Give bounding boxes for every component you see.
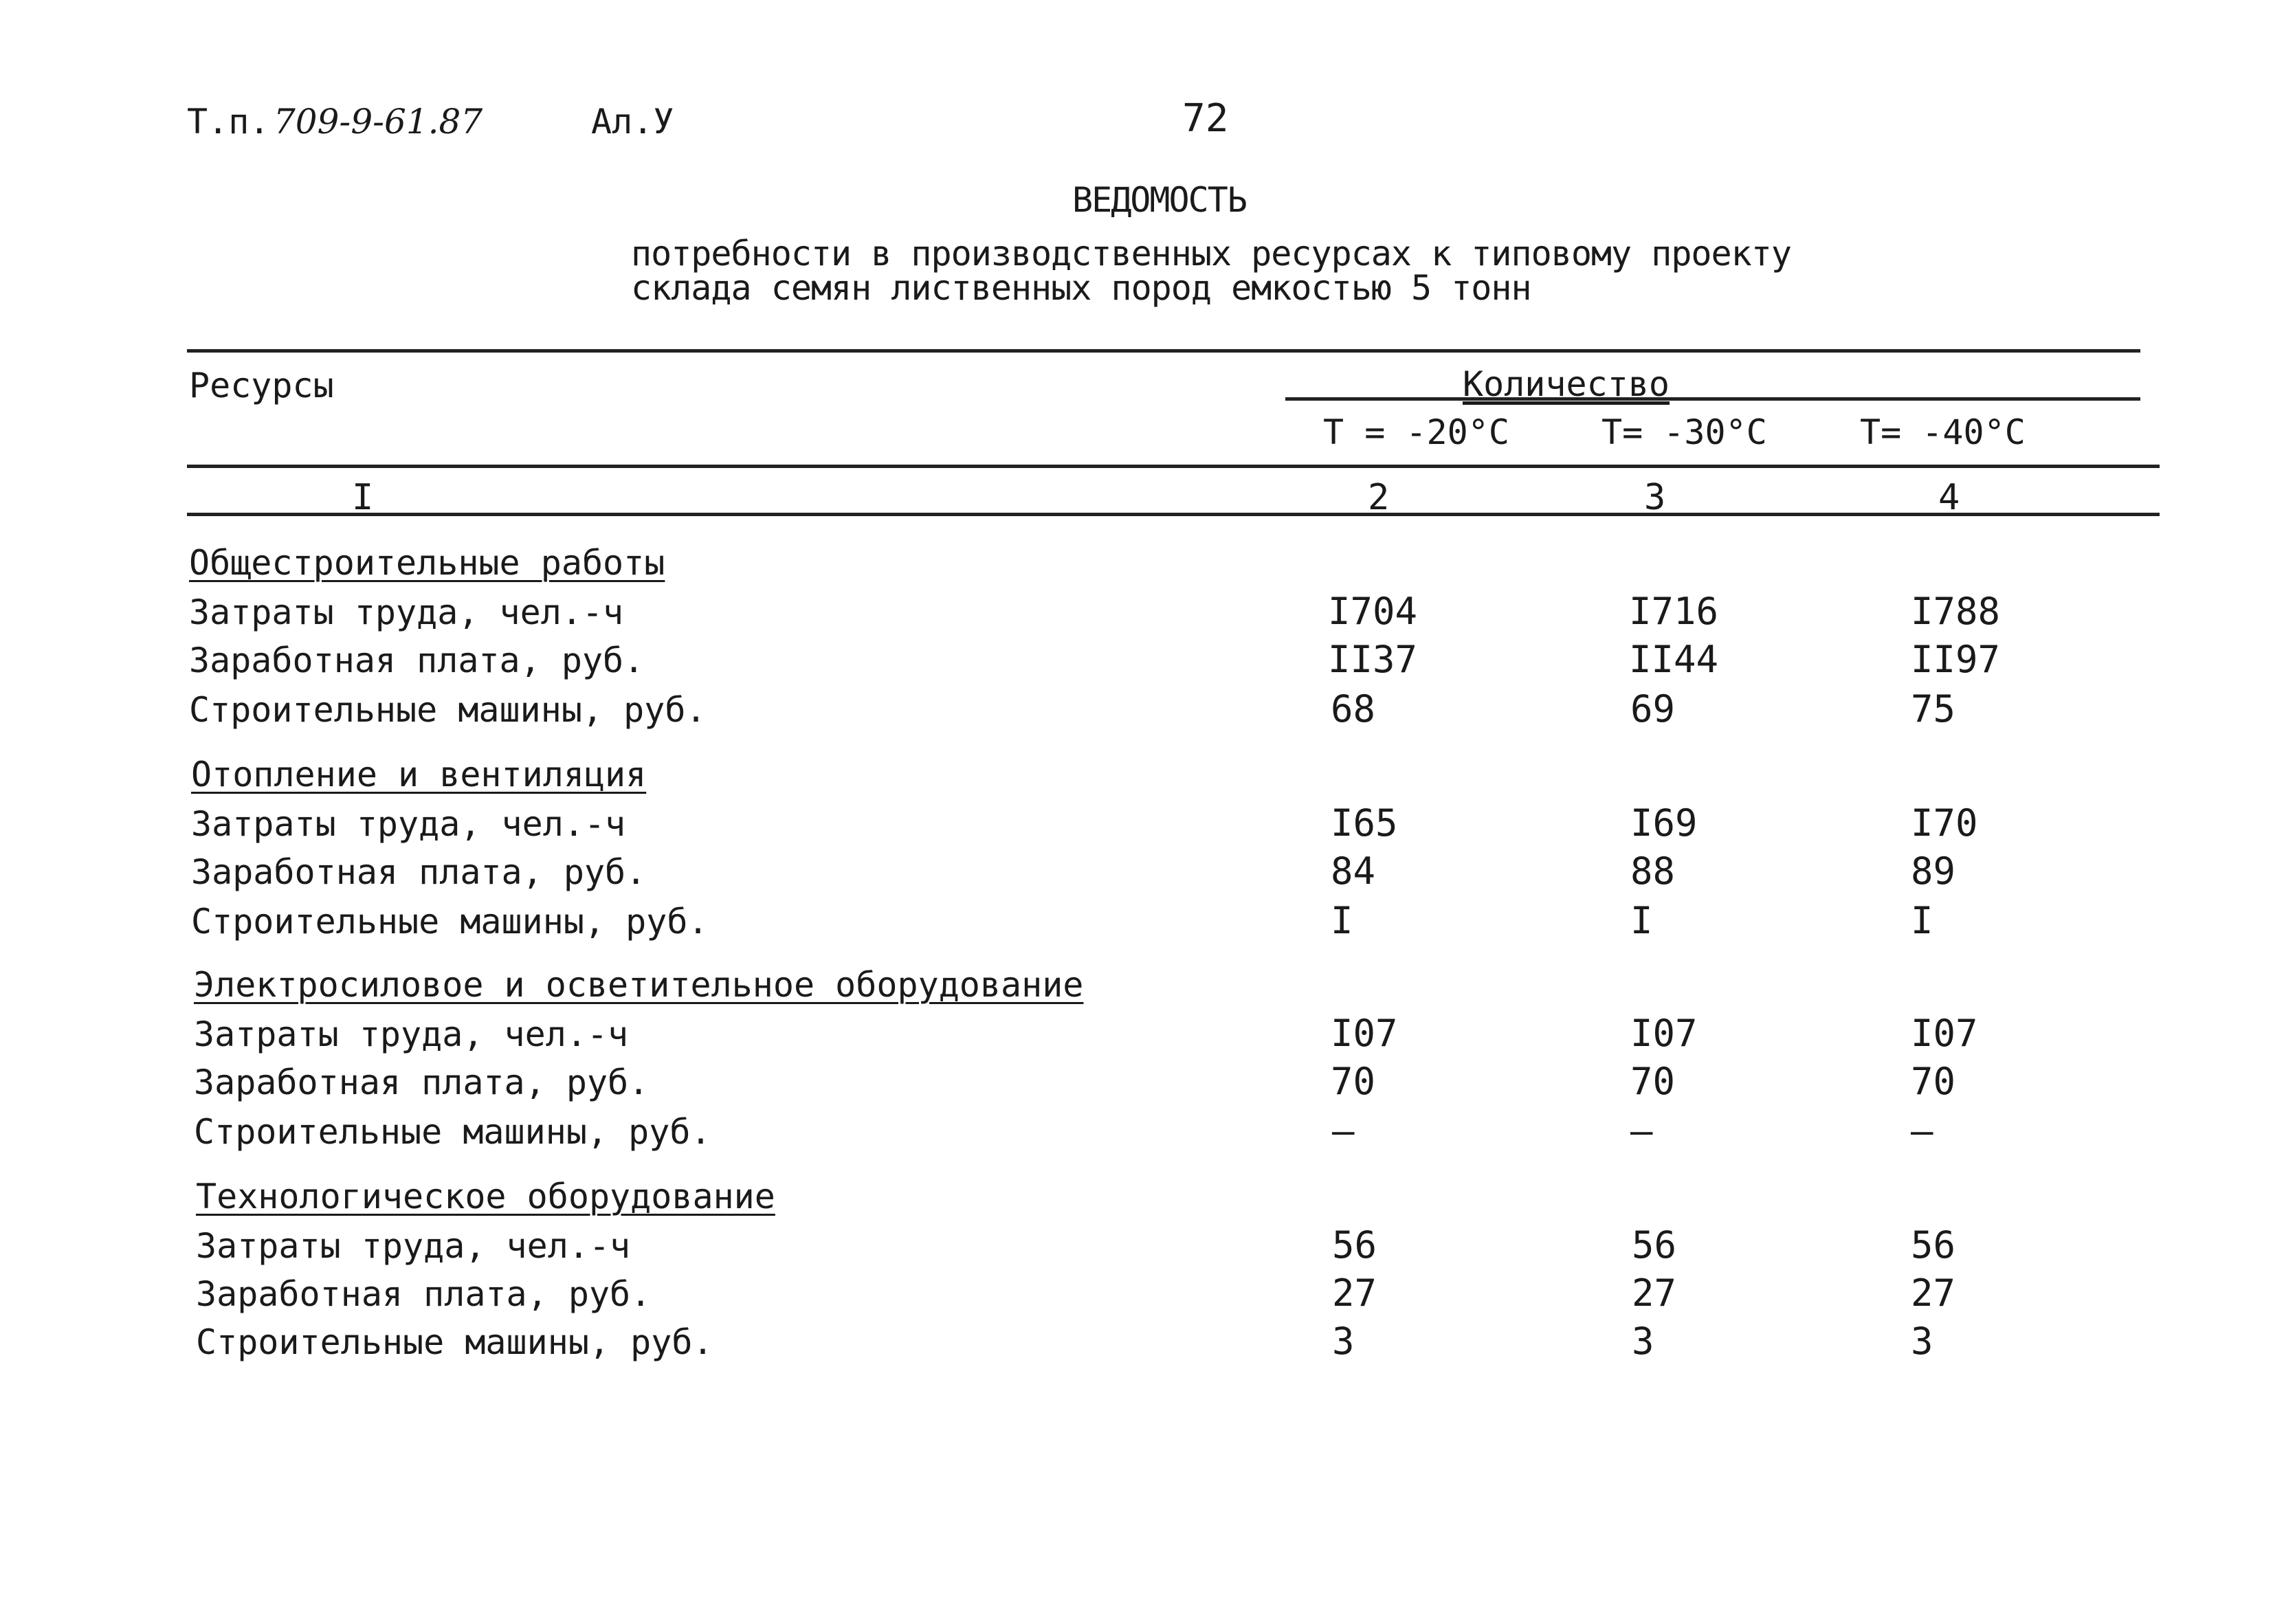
section-title: Электросиловое и осветительное оборудование [194,965,1084,1005]
column-header-temp-40: Т= -40°С [1860,412,2026,452]
column-header-temp-30: Т= -30°С [1601,412,1767,452]
row-value: I07 [1331,1012,1398,1055]
document-title: ВЕДОМОСТЬ [1072,180,1246,220]
row-label: Затраты труда, чел.-ч [189,592,624,632]
column-number-4: 4 [1938,477,1960,518]
row-value: 70 [1331,1060,1376,1103]
subtitle-line: потребности в производственных ресурсах к типовому проекту [631,234,1791,274]
quantity-underline-rule [1285,397,2140,401]
row-value: I69 [1630,801,1698,845]
row-value: 69 [1630,687,1676,731]
row-value: – [1332,1109,1355,1153]
row-value: I70 [1911,801,1978,845]
row-value: – [1630,1109,1653,1153]
row-value: 70 [1911,1060,1956,1103]
row-label: Затраты труда, чел.-ч [194,1014,629,1054]
column-numbers-rule [187,513,2160,516]
row-value: 27 [1332,1271,1377,1315]
row-value: II37 [1328,638,1418,681]
row-value: II97 [1911,638,2001,681]
row-value: I07 [1911,1012,1978,1055]
row-label: Строительные машины, руб. [191,902,709,942]
document-code-handwritten: 709-9-61.87 [274,102,483,142]
row-label: Заработная плата, руб. [196,1274,652,1314]
row-label: Затраты труда, чел.-ч [196,1226,631,1266]
header-bottom-rule [187,465,2160,468]
row-value: 56 [1632,1223,1677,1267]
row-value: I788 [1911,590,2001,633]
table-top-rule [187,349,2140,353]
row-label: Строительные машины, руб. [189,690,707,730]
row-value: – [1911,1109,1933,1153]
row-value: 3 [1632,1320,1654,1363]
row-value: I [1911,899,1933,942]
row-value: I704 [1328,590,1418,633]
row-value: 3 [1332,1320,1355,1363]
row-label: Строительные машины, руб. [194,1112,711,1152]
row-value: I716 [1629,590,1719,633]
column-header-quantity: Количество [1463,364,1670,404]
section-title: Общестроительные работы [189,543,665,583]
subtitle-line: склада семян лиственных пород емкостью 5 тонн [631,268,1531,308]
row-label: Заработная плата, руб. [189,641,645,680]
column-header-resources: Ресурсы [189,366,334,405]
page-number: 72 [1182,96,1229,141]
row-value: I07 [1630,1012,1698,1055]
row-label: Строительные машины, руб. [196,1322,713,1362]
row-value: I65 [1331,801,1398,845]
row-value: 84 [1331,849,1376,893]
row-label: Заработная плата, руб. [191,852,647,892]
section-title: Технологическое оборудование [196,1177,775,1216]
column-header-temp-20: Т = -20°С [1323,412,1509,452]
row-value: 70 [1630,1060,1676,1103]
row-value: 27 [1632,1271,1677,1315]
row-value: I [1331,899,1353,942]
row-value: 27 [1911,1271,1956,1315]
album-label: Ал.У [591,102,674,142]
row-label: Затраты труда, чел.-ч [191,804,626,844]
row-value: 56 [1332,1223,1377,1267]
row-value: 88 [1630,849,1676,893]
row-value: 56 [1911,1223,1956,1267]
column-number-2: 2 [1368,477,1390,518]
row-value: II44 [1629,638,1719,681]
row-value: 75 [1911,687,1956,731]
row-value: 3 [1911,1320,1933,1363]
document-code-prefix: Т.п. [187,102,270,142]
row-value: 89 [1911,849,1956,893]
section-title: Отопление и вентиляция [191,755,647,794]
column-number-3: 3 [1644,477,1666,518]
row-label: Заработная плата, руб. [194,1063,650,1102]
row-value: 68 [1331,687,1376,731]
row-value: I [1630,899,1653,942]
column-number-1: I [352,477,374,518]
